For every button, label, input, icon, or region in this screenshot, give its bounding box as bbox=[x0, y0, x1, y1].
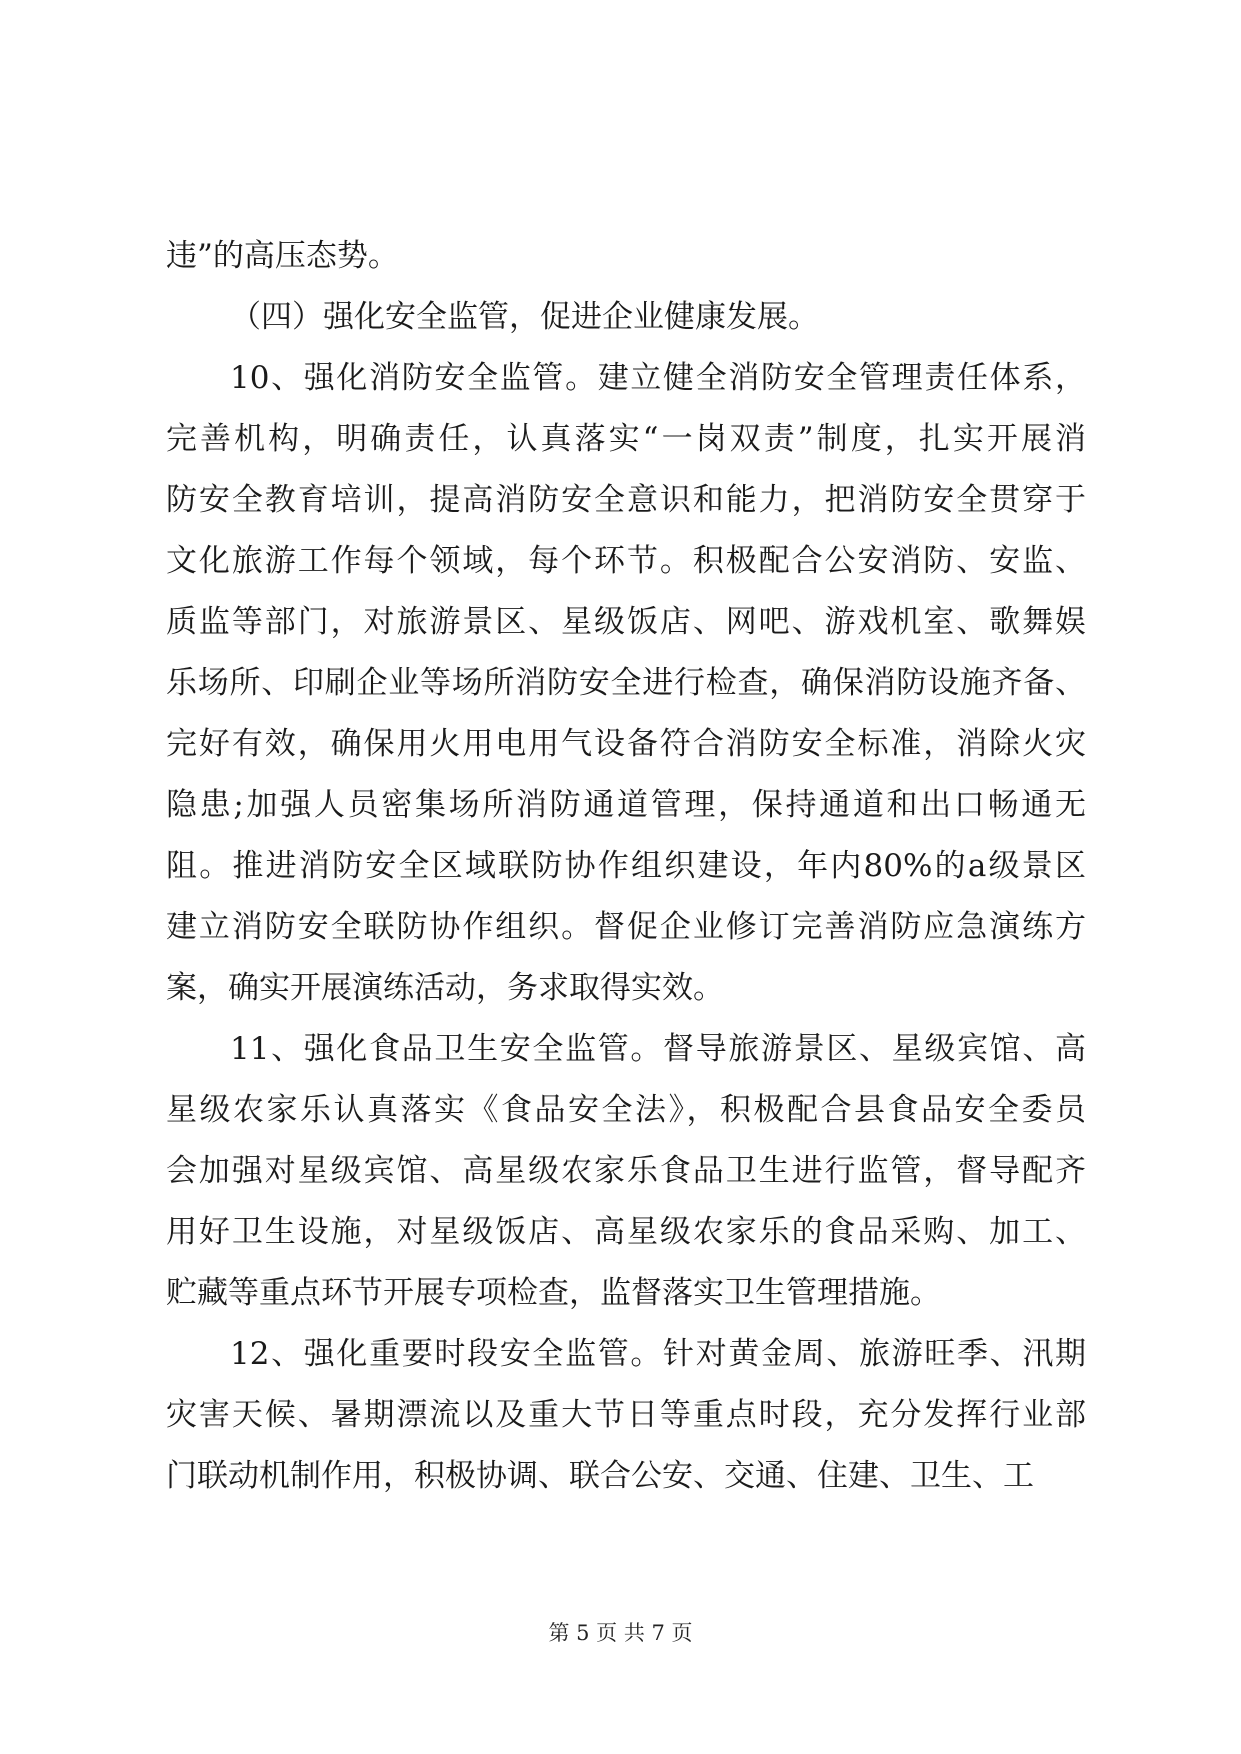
text-line: 质监等部门，对旅游景区、星级饭店、网吧、游戏机室、歌舞娱 bbox=[166, 604, 1086, 640]
text-line: 防安全教育培训，提高消防安全意识和能力，把消防安全贯穿于 bbox=[166, 482, 1086, 518]
text-line: 贮藏等重点环节开展专项检查，监督落实卫生管理措施。 bbox=[166, 1275, 941, 1311]
text-line: 违”的高压态势。 bbox=[166, 238, 399, 274]
page-footer: 第 5 页 共 7 页 bbox=[548, 1621, 693, 1645]
text-line: 用好卫生设施，对星级饭店、高星级农家乐的食品采购、加工、 bbox=[166, 1214, 1086, 1250]
text-line: 门联动机制作用，积极协调、联合公安、交通、住建、卫生、工 bbox=[166, 1458, 1034, 1494]
paragraph-item-12 bbox=[166, 1324, 1086, 1507]
text-line: 建立消防安全联防协作组织。督促企业修订完善消防应急演练方 bbox=[166, 909, 1086, 945]
text-line: 星级农家乐认真落实《食品安全法》，积极配合县食品安全委员 bbox=[166, 1092, 1086, 1128]
text-line: 完善机构，明确责任，认真落实“一岗双责”制度，扎实开展消 bbox=[166, 421, 1086, 457]
text-line: 乐场所、印刷企业等场所消防安全进行检查，确保消防设施齐备、 bbox=[166, 665, 1086, 701]
text-line: 12、强化重要时段安全监管。针对黄金周、旅游旺季、汛期 bbox=[230, 1336, 1086, 1372]
paragraph-item-10 bbox=[166, 348, 1086, 1019]
text-line: 10、强化消防安全监管。建立健全消防安全管理责任体系， bbox=[230, 360, 1086, 396]
document-body bbox=[166, 226, 1086, 1507]
text-line: 11、强化食品卫生安全监管。督导旅游景区、星级宾馆、高 bbox=[230, 1031, 1086, 1067]
paragraph-continuation bbox=[166, 226, 1086, 287]
text-line: 隐患;加强人员密集场所消防通道管理，保持通道和出口畅通无 bbox=[166, 787, 1086, 823]
text-line: 阻。推进消防安全区域联防协作组织建设，年内80%的a级景区 bbox=[166, 848, 1086, 884]
paragraph-item-11 bbox=[166, 1019, 1086, 1324]
text-line: 完好有效，确保用火用电用气设备符合消防安全标准，消除火灾 bbox=[166, 726, 1086, 762]
text-line: 案，确实开展演练活动，务求取得实效。 bbox=[166, 970, 724, 1006]
text-line: （四）强化安全监管，促进企业健康发展。 bbox=[230, 299, 819, 335]
paragraph-section-4 bbox=[166, 287, 1086, 348]
text-line: 灾害天候、暑期漂流以及重大节日等重点时段，充分发挥行业部 bbox=[166, 1397, 1086, 1433]
text-line: 文化旅游工作每个领域，每个环节。积极配合公安消防、安监、 bbox=[166, 543, 1086, 579]
text-line: 会加强对星级宾馆、高星级农家乐食品卫生进行监管，督导配齐 bbox=[166, 1153, 1086, 1189]
